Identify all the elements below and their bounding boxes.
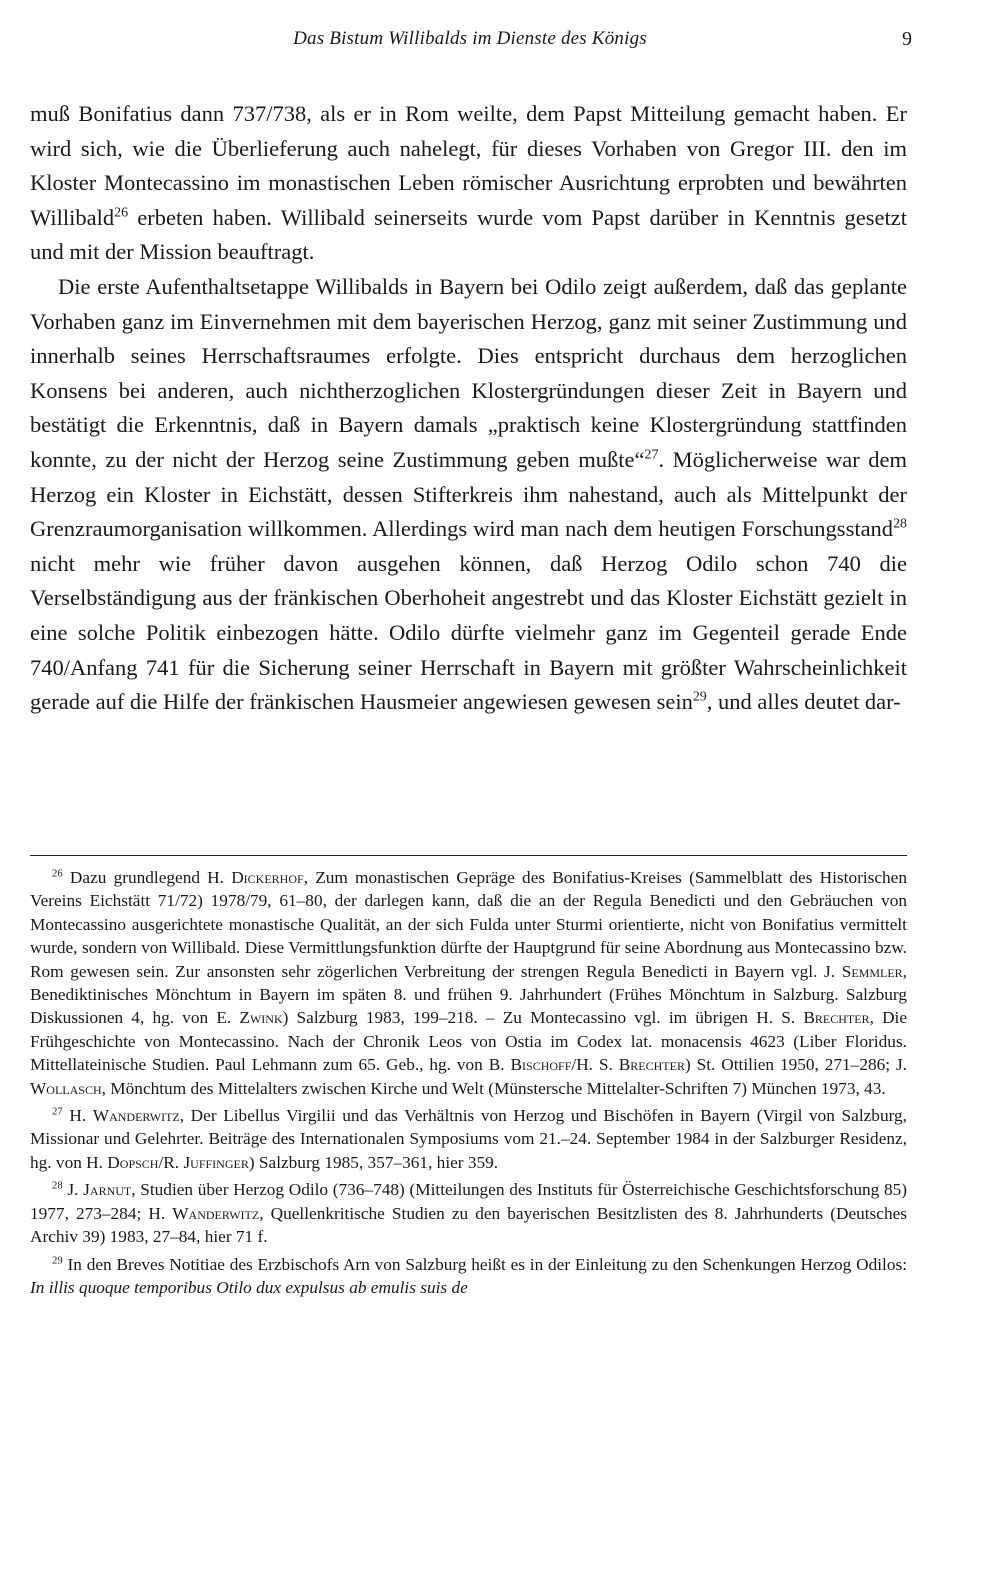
text-run: /H. S. bbox=[571, 1055, 619, 1075]
main-text bbox=[30, 97, 907, 720]
text-run: /R. bbox=[158, 1152, 184, 1172]
text-run: muß Bonifatius dann 737/738, als er in Rom weilte, dem Papst Mitteilung gemacht haben. Er wird sich, wie die Überlieferung auch nahelegt, für dieses Vorhaben von Gregor III. den im Kloster Montecassino im monastischen Leben römischer Ausrichtung erprobten und bewährten Willibald bbox=[30, 101, 907, 230]
footnote-29 bbox=[30, 1253, 907, 1300]
author-name: Wanderwitz bbox=[92, 1106, 180, 1126]
page-number: 9 bbox=[902, 28, 912, 50]
text-run: nicht mehr wie früher davon ausgehen können, daß Herzog Odilo schon 740 die Verselbständigung aus der fränkischen Oberhoheit angestrebt und das Kloster Eichstätt gezielt in eine solche Politik einbezogen hätte. Odilo dürfte vielmehr ganz im Gegenteil gerade Ende 740/Anfang 741 für die Sicherung seiner Herrschaft in Bayern mit größter Wahrscheinlichkeit gerade auf die Hilfe der fränkischen Hausmeier angewiesen gewesen sein bbox=[30, 550, 907, 715]
footnote-number: 26 bbox=[52, 867, 63, 880]
text-run: . Möglicherweise war dem Herzog ein Kloster in Eichstätt, dessen Stifterkreis ihm nahestand, auch als Mittelpunkt der Grenzraumorganisation willkommen. Allerdings wird man nach dem heutigen Forschungsstand bbox=[30, 446, 907, 542]
footnote-number: 28 bbox=[52, 1179, 63, 1192]
footnote-divider bbox=[30, 855, 907, 856]
paragraph-2 bbox=[30, 270, 907, 720]
author-name: Zwink bbox=[239, 1008, 283, 1028]
author-name: Brechter bbox=[618, 1055, 685, 1075]
author-name: Wanderwitz bbox=[172, 1203, 260, 1223]
author-name: Semmler bbox=[841, 961, 903, 981]
author-name: Juffinger bbox=[183, 1152, 249, 1172]
page-header bbox=[30, 28, 910, 58]
text-run: , Quellenkritische Studien zu den bayerischen Besitzlisten des 8. Jahrhunderts (Deutsches Archiv 39) 1983, 27–84, hier 71 f. bbox=[30, 1203, 907, 1247]
text-run: erbeten haben. Willibald seinerseits wurde vom Papst darüber in Kenntnis gesetzt und mit der Mission beauftragt. bbox=[30, 204, 907, 265]
footnote-ref-28: 28 bbox=[893, 516, 907, 532]
text-run: , Die Frühgeschichte von Montecassino. Nach der Chronik Leos von Ostia im Codex lat. monacensis 4623 (Liber Floridus. Mittellateinische Studien. Paul Lehmann zum 65. Geb., hg. von B. bbox=[30, 1008, 908, 1075]
text-run: ) Salzburg 1985, 357–361, hier 359. bbox=[248, 1152, 499, 1172]
latin-quote: In illis quoque temporibus Otilo dux expulsus ab emulis suis de bbox=[30, 1277, 468, 1297]
footnote-ref-26: 26 bbox=[114, 205, 129, 221]
footnote-28 bbox=[30, 1178, 907, 1248]
text-run: H. bbox=[62, 1106, 93, 1126]
footnotes bbox=[30, 866, 907, 1303]
author-name: Wollasch bbox=[30, 1078, 102, 1098]
text-run: ) Salzburg 1983, 199–218. – Zu Montecassino vgl. im übrigen H. S. bbox=[282, 1008, 804, 1028]
text-run: In den Breves Notitiae des Erzbischofs Arn von Salzburg heißt es in der Einleitung zu den Schenkungen Herzog Odilos: bbox=[62, 1254, 907, 1274]
author-name: Dopsch bbox=[107, 1152, 159, 1172]
text-run: , Mönchtum des Mittelalters zwischen Kirche und Welt (Münstersche Mittelalter-Schriften 7) München 1973, 43. bbox=[101, 1078, 886, 1098]
footnote-27 bbox=[30, 1104, 907, 1174]
running-title: Das Bistum Willibalds im Dienste des Königs bbox=[293, 28, 647, 49]
text-run: ) St. Ottilien 1950, 271–286; J. bbox=[684, 1055, 907, 1075]
text-run: , Benediktinisches Mönchtum in Bayern im späten 8. und frühen 9. Jahrhundert (Frühes Mönchtum in Salzburg. Salzburg Diskussionen 4, hg. von E. bbox=[30, 961, 907, 1028]
author-name: Brechter bbox=[803, 1008, 870, 1028]
footnote-number: 29 bbox=[52, 1253, 63, 1266]
text-run: Die erste Aufenthaltsetappe Willibalds in Bayern bei Odilo zeigt außerdem, daß das geplante Vorhaben ganz im Einvernehmen mit dem bayerischen Herzog, ganz mit seiner Zustimmung und innerhalb seines Herrschaftsraumes erfolgte. Dies entspricht durchaus dem herzoglichen Konsens bei anderen, auch nichtherzoglichen Klostergründungen dieser Zeit in Bayern und bestätigt die Erkenntnis, daß in Bayern damals „praktisch keine Klostergründung stattfinden konnte, zu der nicht der Herzog seine Zustimmung geben mußte“ bbox=[30, 273, 907, 472]
text-run: Dazu grundlegend H. bbox=[62, 868, 232, 887]
footnote-26 bbox=[30, 866, 907, 1100]
paragraph-1 bbox=[30, 97, 907, 270]
footnote-number: 27 bbox=[52, 1105, 63, 1118]
author-name: Bischoff bbox=[510, 1055, 572, 1075]
text-run: , Der Libellus Virgilii und das Verhältnis von Herzog und Bischöfen in Bayern (Virgil von Salzburg, Missionar und Gelehrter. Beiträge des Internationalen Symposiums vom 21.–24. September 1984 in der Salzburger Residenz, hg. von H. bbox=[30, 1106, 907, 1172]
text-run: J. bbox=[62, 1180, 84, 1200]
footnote-ref-27: 27 bbox=[644, 447, 659, 463]
text-run: , und alles deutet dar- bbox=[706, 689, 901, 715]
text-run: , Zum monastischen Gepräge des Bonifatius-Kreises (Sammelblatt des Historischen Vereins Eichstätt 71/72) 1978/79, 61–80, der darlegen kann, daß die an der Regula Benedicti und den Gebräuchen von Montecassino ausgerichtete monastische Qualität, an der sich Fulda unter Sturmi orientierte, nicht von Bonifatius vermittelt wurde, sondern von Willibald. Diese Vermittlungsfunktion dürfte der Hauptgrund für seine Abordnung aus Montecassino bzw. Rom gewesen sein. Zur ansonsten sehr zögerlichen Verbreitung der strengen Regula Benedicti in Bayern vgl. J. bbox=[30, 868, 907, 981]
text-run: , Studien über Herzog Odilo (736–748) (Mitteilungen des Instituts für Österreichische Geschichtsforschung 85) 1977, 273–284; H. bbox=[30, 1180, 908, 1223]
footnote-ref-29: 29 bbox=[692, 689, 707, 705]
author-name: Jarnut bbox=[83, 1180, 132, 1200]
author-name: Dickerhof bbox=[231, 868, 304, 887]
